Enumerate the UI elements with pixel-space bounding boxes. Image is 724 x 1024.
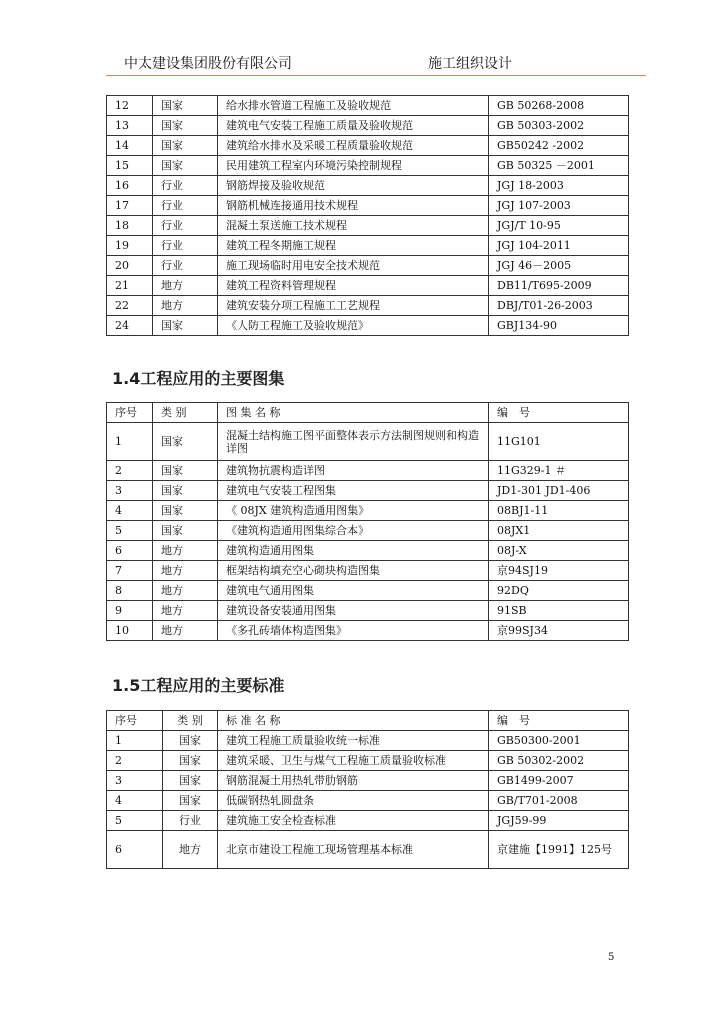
table-cell: 国家 bbox=[153, 156, 218, 176]
table-row bbox=[107, 521, 629, 541]
table-cell: 建筑构造通用图集 bbox=[218, 541, 489, 561]
table-cell: GB1499-2007 bbox=[489, 771, 629, 791]
table-row bbox=[107, 316, 629, 336]
table-row bbox=[107, 481, 629, 501]
table-cell: 国家 bbox=[153, 501, 218, 521]
table-cell: GB 50268-2008 bbox=[489, 96, 629, 116]
table-cell: 建筑电气安装工程图集 bbox=[218, 481, 489, 501]
header-cell: 标 准 名 称 bbox=[218, 711, 489, 731]
table-cell: 国家 bbox=[153, 461, 218, 481]
table-cell: 16 bbox=[107, 176, 153, 196]
table-cell: 国家 bbox=[163, 771, 218, 791]
table-row bbox=[107, 621, 629, 641]
table-cell: 国家 bbox=[153, 316, 218, 336]
table-cell: 建筑工程冬期施工规程 bbox=[218, 236, 489, 256]
table-cell: 民用建筑工程室内环境污染控制规程 bbox=[218, 156, 489, 176]
table-row bbox=[107, 423, 629, 461]
table-cell: 13 bbox=[107, 116, 153, 136]
header-divider bbox=[106, 75, 646, 76]
table-cell: 地方 bbox=[153, 601, 218, 621]
table-cell: JGJ 107-2003 bbox=[489, 196, 629, 216]
table-cell: JGJ59-99 bbox=[489, 811, 629, 831]
table-cell: 21 bbox=[107, 276, 153, 296]
table-cell: 17 bbox=[107, 196, 153, 216]
table-row bbox=[107, 216, 629, 236]
table-cell: 7 bbox=[107, 561, 153, 581]
table-row bbox=[107, 601, 629, 621]
table-row bbox=[107, 751, 629, 771]
table-cell: 京99SJ34 bbox=[489, 621, 629, 641]
table-cell: GB 50325 －2001 bbox=[489, 156, 629, 176]
table-cell: 5 bbox=[107, 521, 153, 541]
table-cell: 给水排水管道工程施工及验收规范 bbox=[218, 96, 489, 116]
table-cell: 地方 bbox=[163, 831, 218, 869]
table-cell: GBJ134-90 bbox=[489, 316, 629, 336]
table-cell: 20 bbox=[107, 256, 153, 276]
table-cell: 行业 bbox=[163, 811, 218, 831]
table-header-row bbox=[107, 403, 629, 423]
table-cell: 混凝土泵送施工技术规程 bbox=[218, 216, 489, 236]
table-cell: 国家 bbox=[163, 791, 218, 811]
table-cell: GB50300-2001 bbox=[489, 731, 629, 751]
table-cell: 《建筑构造通用图集综合本》 bbox=[218, 521, 489, 541]
table-row bbox=[107, 811, 629, 831]
table-cell: 22 bbox=[107, 296, 153, 316]
table-cell: 地方 bbox=[153, 296, 218, 316]
table-cell: 08JX1 bbox=[489, 521, 629, 541]
table-cell: 《人防工程施工及验收规范》 bbox=[218, 316, 489, 336]
table-cell: 建筑安装分项工程施工工艺规程 bbox=[218, 296, 489, 316]
document-title: 施工组织设计 bbox=[428, 56, 512, 72]
table-row bbox=[107, 96, 629, 116]
table-cell: 国家 bbox=[153, 423, 218, 461]
table-cell: 京建施【1991】125号 bbox=[489, 831, 629, 869]
table-row bbox=[107, 771, 629, 791]
table-cell: 11G329-1 ＃ bbox=[489, 461, 629, 481]
table-row bbox=[107, 581, 629, 601]
table-cell: 国家 bbox=[153, 521, 218, 541]
table-cell: 国家 bbox=[153, 116, 218, 136]
table-cell: JGJ 18-2003 bbox=[489, 176, 629, 196]
table-row bbox=[107, 276, 629, 296]
table-cell: 建筑工程资料管理规程 bbox=[218, 276, 489, 296]
table-row bbox=[107, 256, 629, 276]
table-cell: 建筑设备安装通用图集 bbox=[218, 601, 489, 621]
table-cell: 《 08JX 建筑构造通用图集》 bbox=[218, 501, 489, 521]
table-cell: GB 50302-2002 bbox=[489, 751, 629, 771]
table-cell: 6 bbox=[107, 831, 163, 869]
section-title-atlases: 1.4工程应用的主要图集 bbox=[112, 369, 285, 388]
table-cell: 6 bbox=[107, 541, 153, 561]
table-cell: 国家 bbox=[153, 481, 218, 501]
table-cell: 1 bbox=[107, 423, 153, 461]
table-cell: 91SB bbox=[489, 601, 629, 621]
table-cell: 8 bbox=[107, 581, 153, 601]
table-cell: 建筑施工安全检查标准 bbox=[218, 811, 489, 831]
table-row bbox=[107, 461, 629, 481]
table-row bbox=[107, 196, 629, 216]
table-cell: JGJ 104-2011 bbox=[489, 236, 629, 256]
table-cell: 混凝土结构施工图平面整体表示方法制图规则和构造详图 bbox=[218, 423, 489, 461]
table-cell: 12 bbox=[107, 96, 153, 116]
table-cell: 4 bbox=[107, 501, 153, 521]
table-cell: 国家 bbox=[153, 136, 218, 156]
table-cell: 5 bbox=[107, 811, 163, 831]
table-cell: 国家 bbox=[153, 96, 218, 116]
section-title-standards: 1.5工程应用的主要标准 bbox=[112, 676, 285, 695]
table-cell: DB11/T695-2009 bbox=[489, 276, 629, 296]
table-cell: 9 bbox=[107, 601, 153, 621]
table-cell: GB 50303-2002 bbox=[489, 116, 629, 136]
table-cell: 京94SJ19 bbox=[489, 561, 629, 581]
table-cell: 建筑给水排水及采暖工程质量验收规范 bbox=[218, 136, 489, 156]
table-cell: 地方 bbox=[153, 581, 218, 601]
table-row bbox=[107, 731, 629, 751]
table-row bbox=[107, 791, 629, 811]
table-cell: 行业 bbox=[153, 176, 218, 196]
header-cell: 图 集 名 称 bbox=[218, 403, 489, 423]
header-cell: 序号 bbox=[107, 711, 163, 731]
table-cell: 4 bbox=[107, 791, 163, 811]
table-cell: 08BJ1-11 bbox=[489, 501, 629, 521]
table-cell: 低碳钢热轧圆盘条 bbox=[218, 791, 489, 811]
table-cell: 14 bbox=[107, 136, 153, 156]
table-cell: 10 bbox=[107, 621, 153, 641]
table-cell: JD1-301 JD1-406 bbox=[489, 481, 629, 501]
standards-table bbox=[106, 710, 629, 869]
table-cell: 2 bbox=[107, 751, 163, 771]
table-cell: 2 bbox=[107, 461, 153, 481]
table-row bbox=[107, 176, 629, 196]
table-cell: 行业 bbox=[153, 196, 218, 216]
table-cell: 建筑采暖、卫生与煤气工程施工质量验收标准 bbox=[218, 751, 489, 771]
table-cell: JGJ/T 10-95 bbox=[489, 216, 629, 236]
table-cell: 15 bbox=[107, 156, 153, 176]
header-cell: 类 别 bbox=[153, 403, 218, 423]
table-cell: 建筑工程施工质量验收统一标准 bbox=[218, 731, 489, 751]
table-cell: 钢筋机械连接通用技术规程 bbox=[218, 196, 489, 216]
table-cell: 地方 bbox=[153, 561, 218, 581]
table-cell: 3 bbox=[107, 481, 153, 501]
table-cell: 地方 bbox=[153, 621, 218, 641]
table-cell: 行业 bbox=[153, 216, 218, 236]
table-cell: GB50242 -2002 bbox=[489, 136, 629, 156]
table-cell: DBJ/T01-26-2003 bbox=[489, 296, 629, 316]
table-cell: 框架结构填充空心砌块构造图集 bbox=[218, 561, 489, 581]
header-cell: 编 号 bbox=[489, 711, 629, 731]
header-cell: 编 号 bbox=[489, 403, 629, 423]
table-cell: 18 bbox=[107, 216, 153, 236]
table-cell: 施工现场临时用电安全技术规范 bbox=[218, 256, 489, 276]
page-number: 5 bbox=[608, 952, 615, 963]
table-cell: GB/T701-2008 bbox=[489, 791, 629, 811]
table-cell: 地方 bbox=[153, 541, 218, 561]
table-cell: 92DQ bbox=[489, 581, 629, 601]
table-cell: 建筑电气通用图集 bbox=[218, 581, 489, 601]
table-cell: 《多孔砖墙体构造图集》 bbox=[218, 621, 489, 641]
table-cell: 11G101 bbox=[489, 423, 629, 461]
table-cell: 行业 bbox=[153, 236, 218, 256]
table-row bbox=[107, 296, 629, 316]
header-cell: 序号 bbox=[107, 403, 153, 423]
table-cell: 行业 bbox=[153, 256, 218, 276]
table-row bbox=[107, 156, 629, 176]
table-row bbox=[107, 541, 629, 561]
table-cell: 1 bbox=[107, 731, 163, 751]
table-row bbox=[107, 116, 629, 136]
table-cell: 钢筋混凝土用热轧带肋钢筋 bbox=[218, 771, 489, 791]
table-row bbox=[107, 501, 629, 521]
atlas-table bbox=[106, 402, 629, 641]
table-row bbox=[107, 831, 629, 869]
header-cell: 类 别 bbox=[163, 711, 218, 731]
table-cell: 19 bbox=[107, 236, 153, 256]
table-cell: 建筑物抗震构造详图 bbox=[218, 461, 489, 481]
table-cell: 建筑电气安装工程施工质量及验收规范 bbox=[218, 116, 489, 136]
table-cell: 钢筋焊接及验收规范 bbox=[218, 176, 489, 196]
page-header bbox=[106, 50, 646, 74]
table-cell: 国家 bbox=[163, 751, 218, 771]
table-row bbox=[107, 561, 629, 581]
table-cell: 地方 bbox=[153, 276, 218, 296]
table-cell: 24 bbox=[107, 316, 153, 336]
table-cell: 国家 bbox=[163, 731, 218, 751]
company-name: 中太建设集团股份有限公司 bbox=[124, 56, 292, 72]
table-header-row bbox=[107, 711, 629, 731]
table-cell: 08J-X bbox=[489, 541, 629, 561]
standards-table-continued bbox=[106, 95, 629, 336]
table-row bbox=[107, 236, 629, 256]
table-row bbox=[107, 136, 629, 156]
table-cell: 3 bbox=[107, 771, 163, 791]
table-cell: 北京市建设工程施工现场管理基本标准 bbox=[218, 831, 489, 869]
table-cell: JGJ 46－2005 bbox=[489, 256, 629, 276]
